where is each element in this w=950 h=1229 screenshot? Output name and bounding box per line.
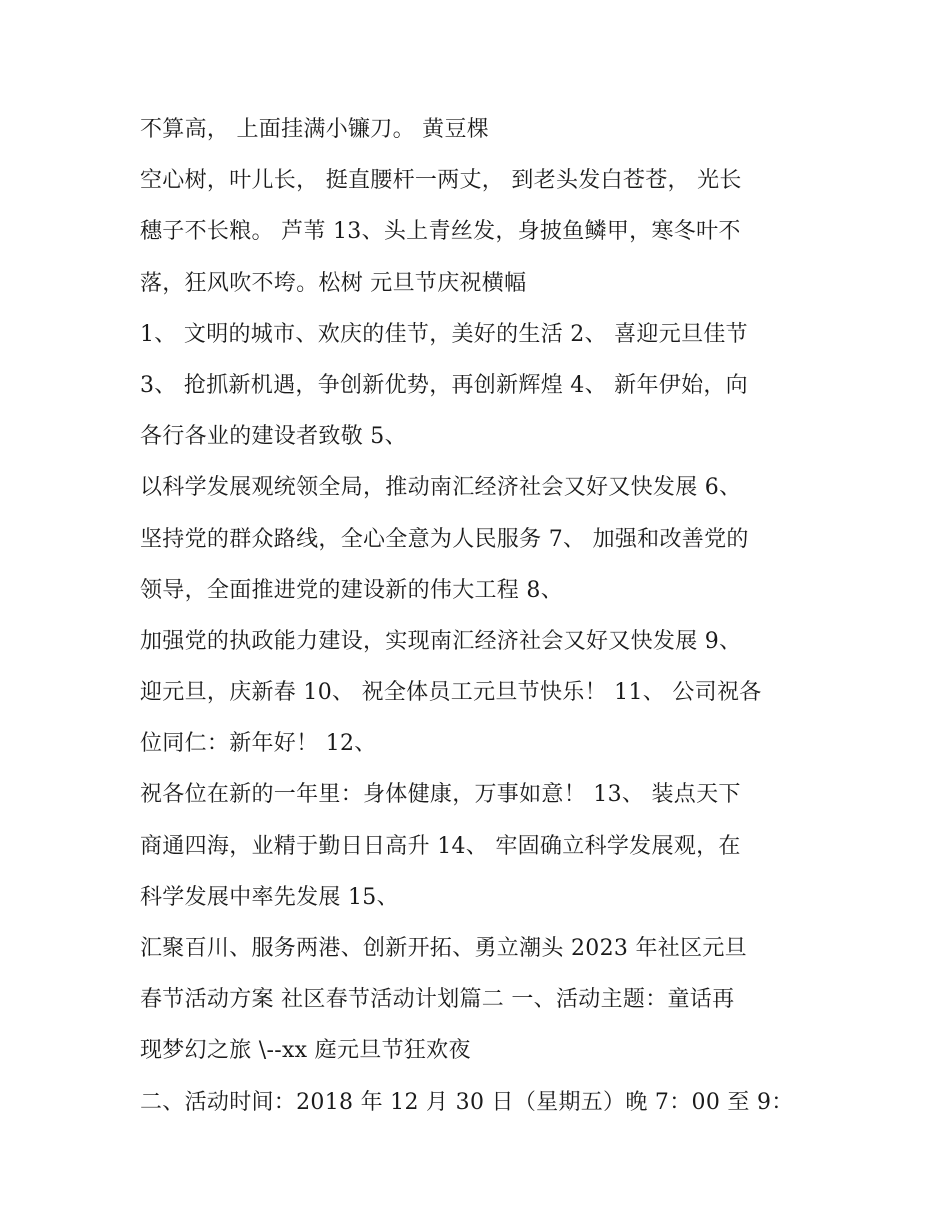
text-line: 汇聚百川、服务两港、创新开拓、勇立潮头 2023 年社区元旦: [140, 936, 747, 961]
text-line: 空心树，叶儿长， 挺直腰杆一两丈， 到老头发白苍苍， 光长: [140, 168, 742, 194]
text-line: 落，狂风吹不垮。松树 元旦节庆祝横幅: [140, 270, 527, 296]
text-line: 各行各业的建设者致敬 5、: [140, 424, 407, 450]
text-line: 祝各位在新的一年里：身体健康，万事如意！ 13、 装点天下: [140, 782, 741, 808]
text-line: 穗子不长粮。 芦苇 13、头上青丝发，身披鱼鳞甲，寒冬叶不: [140, 219, 741, 245]
text-line: 不算高， 上面挂满小镰刀。 黄豆棵: [140, 117, 490, 142]
text-line: 以科学发展观统领全局，推动南汇经济社会又好又快发展 6、: [140, 475, 742, 501]
text-line: 位同仁：新年好！ 12、: [140, 731, 377, 757]
text-line: 迎元旦，庆新春 10、 祝全体员工元旦节快乐！ 11、 公司祝各: [140, 680, 762, 706]
text-line: 商通四海，业精于勤日日高升 14、 牢固确立科学发展观，在: [140, 833, 741, 859]
text-line: 领导，全面推进党的建设新的伟大工程 8、: [140, 577, 563, 603]
document-body: [140, 104, 820, 1128]
text-line: 坚持党的群众路线，全心全意为人民服务 7、 加强和改善党的: [140, 526, 749, 552]
text-line: 春节活动方案 社区春节活动计划篇二 一、活动主题：童话再: [140, 987, 735, 1013]
text-line: 科学发展中率先发展 15、: [140, 884, 399, 910]
text-line: 现梦幻之旅 \--xx 庭元旦节狂欢夜: [140, 1038, 471, 1064]
text-line: 二、活动时间：2018 年 12 月 30 日（星期五）晚 7：00 至 9：: [140, 1089, 794, 1115]
text-line: 3、 抢抓新机遇，争创新优势，再创新辉煌 4、 新年伊始，向: [140, 372, 748, 398]
text-line: 1、 文明的城市、欢庆的佳节，美好的生活 2、 喜迎元旦佳节: [140, 321, 748, 347]
text-line: 加强党的执政能力建设，实现南汇经济社会又好又快发展 9、: [140, 628, 742, 654]
